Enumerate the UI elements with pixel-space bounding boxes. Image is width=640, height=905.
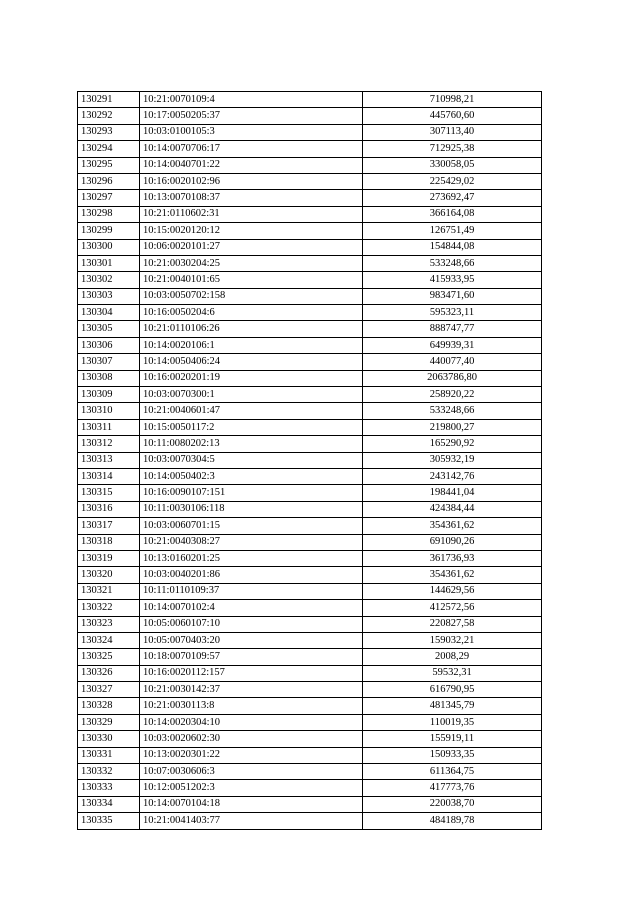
amount-cell: 354361,62 [363, 518, 542, 534]
table-row [78, 600, 542, 616]
amount-cell: 484189,78 [363, 813, 542, 829]
amount-cell: 616790,95 [363, 682, 542, 698]
table-row [78, 764, 542, 780]
amount-cell: 2063786,80 [363, 370, 542, 386]
amount-cell: 258920,22 [363, 387, 542, 403]
cadastral-number-cell: 10:05:0060107:10 [140, 616, 363, 632]
table-row [78, 550, 542, 566]
amount-cell: 273692,47 [363, 190, 542, 206]
amount-cell: 415933,95 [363, 272, 542, 288]
amount-cell: 2008,29 [363, 649, 542, 665]
row-number-cell: 130335 [78, 813, 140, 829]
table-row [78, 583, 542, 599]
table-row [78, 321, 542, 337]
table-row [78, 534, 542, 550]
amount-cell: 220038,70 [363, 796, 542, 812]
cadastral-number-cell: 10:07:0030606:3 [140, 764, 363, 780]
cadastral-number-cell: 10:21:0040601:47 [140, 403, 363, 419]
amount-cell: 159032,21 [363, 632, 542, 648]
row-number-cell: 130311 [78, 419, 140, 435]
amount-cell: 595323,11 [363, 305, 542, 321]
cadastral-number-cell: 10:03:0020602:30 [140, 731, 363, 747]
table-row [78, 682, 542, 698]
amount-cell: 354361,62 [363, 567, 542, 583]
table-row [78, 370, 542, 386]
cadastral-number-cell: 10:03:0060701:15 [140, 518, 363, 534]
amount-cell: 888747,77 [363, 321, 542, 337]
cadastral-number-cell: 10:14:0070104:18 [140, 796, 363, 812]
amount-cell: 366164,08 [363, 206, 542, 222]
table-row [78, 354, 542, 370]
amount-cell: 481345,79 [363, 698, 542, 714]
cadastral-number-cell: 10:13:0020301:22 [140, 747, 363, 763]
cadastral-number-cell: 10:03:0070300:1 [140, 387, 363, 403]
table-row [78, 501, 542, 517]
row-number-cell: 130314 [78, 468, 140, 484]
table-row [78, 108, 542, 124]
row-number-cell: 130313 [78, 452, 140, 468]
table-row [78, 206, 542, 222]
amount-cell: 219800,27 [363, 419, 542, 435]
row-number-cell: 130293 [78, 124, 140, 140]
table-row [78, 272, 542, 288]
amount-cell: 424384,44 [363, 501, 542, 517]
cadastral-number-cell: 10:13:0160201:25 [140, 550, 363, 566]
amount-cell: 440077,40 [363, 354, 542, 370]
cadastral-number-cell: 10:21:0110602:31 [140, 206, 363, 222]
row-number-cell: 130315 [78, 485, 140, 501]
cadastral-number-cell: 10:14:0070102:4 [140, 600, 363, 616]
cadastral-number-cell: 10:14:0070706:17 [140, 141, 363, 157]
row-number-cell: 130304 [78, 305, 140, 321]
table-row [78, 239, 542, 255]
cadastral-number-cell: 10:21:0030142:37 [140, 682, 363, 698]
row-number-cell: 130302 [78, 272, 140, 288]
cadastral-number-cell: 10:03:0100105:3 [140, 124, 363, 140]
cadastral-number-cell: 10:17:0050205:37 [140, 108, 363, 124]
cadastral-number-cell: 10:14:0020106:1 [140, 337, 363, 353]
table-row [78, 485, 542, 501]
row-number-cell: 130319 [78, 550, 140, 566]
cadastral-number-cell: 10:18:0070109:57 [140, 649, 363, 665]
amount-cell: 330058,05 [363, 157, 542, 173]
row-number-cell: 130309 [78, 387, 140, 403]
amount-cell: 110019,35 [363, 714, 542, 730]
row-number-cell: 130331 [78, 747, 140, 763]
row-number-cell: 130297 [78, 190, 140, 206]
cadastral-number-cell: 10:16:0020102:96 [140, 173, 363, 189]
amount-cell: 611364,75 [363, 764, 542, 780]
cadastral-number-cell: 10:03:0050702:158 [140, 288, 363, 304]
cadastral-number-cell: 10:21:0040101:65 [140, 272, 363, 288]
cadastral-number-cell: 10:21:0030113:8 [140, 698, 363, 714]
cadastral-number-cell: 10:05:0070403:20 [140, 632, 363, 648]
amount-cell: 983471,60 [363, 288, 542, 304]
amount-cell: 150933,35 [363, 747, 542, 763]
cadastral-value-table [77, 91, 542, 830]
amount-cell: 165290,92 [363, 436, 542, 452]
row-number-cell: 130305 [78, 321, 140, 337]
cadastral-number-cell: 10:21:0030204:25 [140, 255, 363, 271]
table-row [78, 305, 542, 321]
cadastral-number-cell: 10:12:0051202:3 [140, 780, 363, 796]
table-row [78, 141, 542, 157]
table-row [78, 387, 542, 403]
cadastral-number-cell: 10:03:0070304:5 [140, 452, 363, 468]
row-number-cell: 130328 [78, 698, 140, 714]
row-number-cell: 130330 [78, 731, 140, 747]
row-number-cell: 130322 [78, 600, 140, 616]
amount-cell: 691090,26 [363, 534, 542, 550]
table-row [78, 796, 542, 812]
cadastral-number-cell: 10:11:0080202:13 [140, 436, 363, 452]
row-number-cell: 130299 [78, 223, 140, 239]
row-number-cell: 130318 [78, 534, 140, 550]
amount-cell: 225429,02 [363, 173, 542, 189]
row-number-cell: 130333 [78, 780, 140, 796]
cadastral-number-cell: 10:03:0040201:86 [140, 567, 363, 583]
cadastral-number-cell: 10:15:0020120:12 [140, 223, 363, 239]
amount-cell: 533248,66 [363, 403, 542, 419]
row-number-cell: 130312 [78, 436, 140, 452]
cadastral-number-cell: 10:14:0040701:22 [140, 157, 363, 173]
row-number-cell: 130321 [78, 583, 140, 599]
table-row [78, 567, 542, 583]
table-row [78, 780, 542, 796]
row-number-cell: 130310 [78, 403, 140, 419]
table-row [78, 698, 542, 714]
table-row [78, 157, 542, 173]
cadastral-number-cell: 10:06:0020101:27 [140, 239, 363, 255]
cadastral-number-cell: 10:21:0040308:27 [140, 534, 363, 550]
amount-cell: 649939,31 [363, 337, 542, 353]
cadastral-number-cell: 10:14:0050406:24 [140, 354, 363, 370]
row-number-cell: 130303 [78, 288, 140, 304]
row-number-cell: 130326 [78, 665, 140, 681]
row-number-cell: 130296 [78, 173, 140, 189]
row-number-cell: 130324 [78, 632, 140, 648]
row-number-cell: 130291 [78, 92, 140, 108]
row-number-cell: 130316 [78, 501, 140, 517]
amount-cell: 710998,21 [363, 92, 542, 108]
row-number-cell: 130306 [78, 337, 140, 353]
table-row [78, 714, 542, 730]
amount-cell: 154844,08 [363, 239, 542, 255]
table-row [78, 403, 542, 419]
row-number-cell: 130332 [78, 764, 140, 780]
table-row [78, 255, 542, 271]
amount-cell: 144629,56 [363, 583, 542, 599]
table-row [78, 616, 542, 632]
table-row [78, 124, 542, 140]
table-row [78, 452, 542, 468]
row-number-cell: 130301 [78, 255, 140, 271]
row-number-cell: 130292 [78, 108, 140, 124]
amount-cell: 417773,76 [363, 780, 542, 796]
row-number-cell: 130327 [78, 682, 140, 698]
table-row [78, 813, 542, 829]
amount-cell: 712925,38 [363, 141, 542, 157]
amount-cell: 307113,40 [363, 124, 542, 140]
cadastral-number-cell: 10:15:0050117:2 [140, 419, 363, 435]
cadastral-number-cell: 10:16:0020201:19 [140, 370, 363, 386]
row-number-cell: 130300 [78, 239, 140, 255]
row-number-cell: 130323 [78, 616, 140, 632]
row-number-cell: 130298 [78, 206, 140, 222]
amount-cell: 59532,31 [363, 665, 542, 681]
amount-cell: 445760,60 [363, 108, 542, 124]
table-row [78, 649, 542, 665]
row-number-cell: 130334 [78, 796, 140, 812]
table-row [78, 337, 542, 353]
cadastral-number-cell: 10:11:0030106:118 [140, 501, 363, 517]
row-number-cell: 130320 [78, 567, 140, 583]
cadastral-number-cell: 10:16:0020112:157 [140, 665, 363, 681]
amount-cell: 412572,56 [363, 600, 542, 616]
row-number-cell: 130329 [78, 714, 140, 730]
amount-cell: 361736,93 [363, 550, 542, 566]
cadastral-number-cell: 10:21:0070109:4 [140, 92, 363, 108]
row-number-cell: 130294 [78, 141, 140, 157]
amount-cell: 533248,66 [363, 255, 542, 271]
table-row [78, 747, 542, 763]
table-row [78, 436, 542, 452]
table-body [78, 92, 542, 830]
table-row [78, 173, 542, 189]
table-row [78, 288, 542, 304]
table-row [78, 632, 542, 648]
table-row [78, 92, 542, 108]
amount-cell: 198441,04 [363, 485, 542, 501]
amount-cell: 126751,49 [363, 223, 542, 239]
row-number-cell: 130325 [78, 649, 140, 665]
amount-cell: 243142,76 [363, 468, 542, 484]
cadastral-number-cell: 10:13:0070108:37 [140, 190, 363, 206]
table-row [78, 190, 542, 206]
cadastral-number-cell: 10:21:0041403:77 [140, 813, 363, 829]
amount-cell: 220827,58 [363, 616, 542, 632]
amount-cell: 305932,19 [363, 452, 542, 468]
cadastral-number-cell: 10:21:0110106:26 [140, 321, 363, 337]
row-number-cell: 130307 [78, 354, 140, 370]
cadastral-number-cell: 10:14:0020304:10 [140, 714, 363, 730]
table-row [78, 468, 542, 484]
table-row [78, 665, 542, 681]
row-number-cell: 130317 [78, 518, 140, 534]
table-row [78, 419, 542, 435]
table-row [78, 223, 542, 239]
table-row [78, 518, 542, 534]
cadastral-number-cell: 10:16:0050204:6 [140, 305, 363, 321]
amount-cell: 155919,11 [363, 731, 542, 747]
cadastral-number-cell: 10:14:0050402:3 [140, 468, 363, 484]
cadastral-number-cell: 10:16:0090107:151 [140, 485, 363, 501]
row-number-cell: 130308 [78, 370, 140, 386]
row-number-cell: 130295 [78, 157, 140, 173]
cadastral-number-cell: 10:11:0110109:37 [140, 583, 363, 599]
table-row [78, 731, 542, 747]
